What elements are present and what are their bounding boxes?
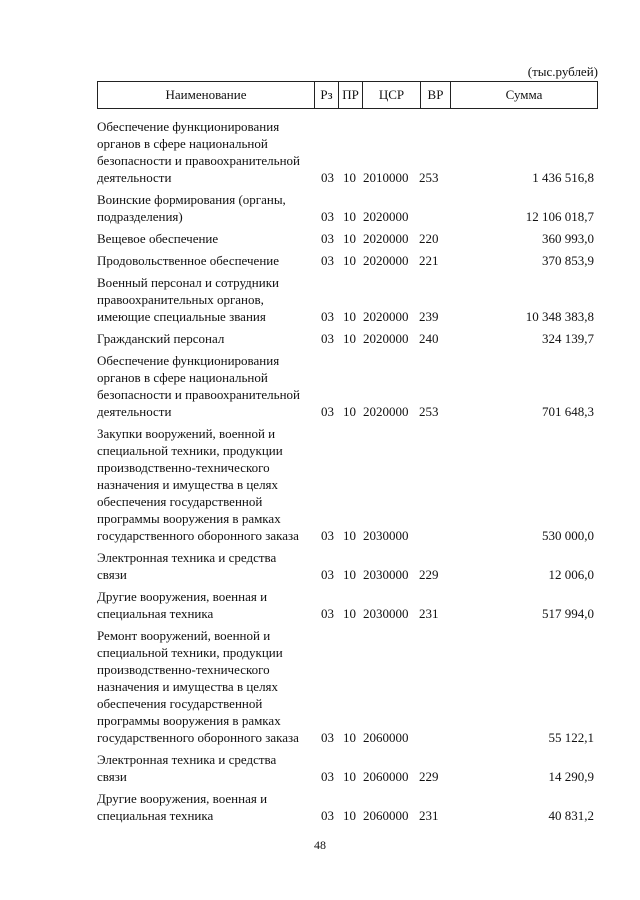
row-vr: 229 bbox=[419, 769, 439, 784]
row-sum: 360 993,0 bbox=[542, 231, 594, 246]
row-csr: 2020000 bbox=[363, 253, 409, 268]
row-rz: 03 bbox=[321, 170, 334, 185]
row-sum: 370 853,9 bbox=[542, 253, 594, 268]
row-sum: 12 006,0 bbox=[548, 567, 594, 582]
row-csr: 2060000 bbox=[363, 808, 409, 823]
row-rz: 03 bbox=[321, 404, 334, 419]
row-name: Воинские формирования (органы, подразделения) bbox=[97, 192, 286, 224]
row-pr: 10 bbox=[343, 730, 356, 745]
row-csr: 2010000 bbox=[363, 170, 409, 185]
header-vr: ВР bbox=[420, 82, 450, 108]
row-sum: 324 139,7 bbox=[542, 331, 594, 346]
row-rz: 03 bbox=[321, 528, 334, 543]
table-row bbox=[97, 191, 598, 225]
row-csr: 2020000 bbox=[363, 331, 409, 346]
row-csr: 2020000 bbox=[363, 231, 409, 246]
row-pr: 10 bbox=[343, 528, 356, 543]
row-pr: 10 bbox=[343, 769, 356, 784]
row-rz: 03 bbox=[321, 808, 334, 823]
header-rz: Рз bbox=[314, 82, 338, 108]
row-name: Вещевое обеспечение bbox=[97, 231, 219, 246]
table-row bbox=[97, 790, 598, 824]
table-row bbox=[97, 627, 598, 746]
table-row bbox=[97, 425, 598, 544]
row-sum: 1 436 516,8 bbox=[532, 170, 594, 185]
row-vr: 253 bbox=[419, 170, 439, 185]
header-sum: Сумма bbox=[450, 82, 597, 108]
row-name: Другие вооружения, военная и специальная техника bbox=[97, 791, 268, 823]
row-vr: 220 bbox=[419, 231, 439, 246]
row-pr: 10 bbox=[343, 309, 356, 324]
row-csr: 2020000 bbox=[363, 404, 409, 419]
row-vr: 240 bbox=[419, 331, 439, 346]
page-number: 48 bbox=[314, 838, 326, 852]
row-pr: 10 bbox=[343, 567, 356, 582]
row-csr: 2020000 bbox=[363, 209, 409, 224]
row-sum: 530 000,0 bbox=[542, 528, 594, 543]
row-pr: 10 bbox=[343, 170, 356, 185]
row-vr: 221 bbox=[419, 253, 439, 268]
row-csr: 2020000 bbox=[363, 309, 409, 324]
table-row bbox=[97, 118, 598, 186]
table-row bbox=[97, 274, 598, 325]
row-sum: 701 648,3 bbox=[542, 404, 594, 419]
header-name: Наименование bbox=[165, 87, 247, 102]
table-row bbox=[97, 588, 598, 622]
row-rz: 03 bbox=[321, 231, 334, 246]
row-csr: 2060000 bbox=[363, 769, 409, 784]
row-rz: 03 bbox=[321, 331, 334, 346]
table-row bbox=[97, 549, 598, 583]
row-sum: 12 106 018,7 bbox=[525, 209, 594, 224]
row-csr: 2060000 bbox=[363, 730, 409, 745]
row-pr: 10 bbox=[343, 404, 356, 419]
row-name: Военный персонал и сотрудники правоохранительных органов, имеющие специальные звания bbox=[97, 275, 279, 324]
table-row bbox=[97, 252, 598, 269]
row-pr: 10 bbox=[343, 209, 356, 224]
table-body bbox=[97, 118, 598, 829]
row-pr: 10 bbox=[343, 331, 356, 346]
row-pr: 10 bbox=[343, 253, 356, 268]
table-header bbox=[97, 81, 598, 109]
row-sum: 14 290,9 bbox=[548, 769, 594, 784]
table-row bbox=[97, 330, 598, 347]
row-csr: 2030000 bbox=[363, 606, 409, 621]
row-rz: 03 bbox=[321, 567, 334, 582]
row-name: Продовольственное обеспечение bbox=[97, 253, 279, 268]
row-name: Ремонт вооружений, военной и специальной техники, продукции производственно-технического назначения и имущества в целях обеспечения государственной программы вооружения в рамках государственного оборонного заказа bbox=[97, 628, 299, 745]
row-name: Гражданский персонал bbox=[97, 331, 225, 346]
row-sum: 10 348 383,8 bbox=[525, 309, 594, 324]
row-pr: 10 bbox=[343, 808, 356, 823]
row-rz: 03 bbox=[321, 606, 334, 621]
row-name: Электронная техника и средства связи bbox=[97, 550, 277, 582]
row-name: Закупки вооружений, военной и специальной техники, продукции производственно-технического назначения и имущества в целях обеспечения государственной программы вооружения в рамках государственного оборонного заказа bbox=[97, 426, 299, 543]
header-csr: ЦСР bbox=[362, 82, 420, 108]
row-sum: 40 831,2 bbox=[548, 808, 594, 823]
row-vr: 239 bbox=[419, 309, 439, 324]
row-rz: 03 bbox=[321, 769, 334, 784]
row-vr: 231 bbox=[419, 808, 439, 823]
row-sum: 55 122,1 bbox=[548, 730, 594, 745]
row-name: Обеспечение функционирования органов в сфере национальной безопасности и правоохранительной деятельности bbox=[97, 119, 300, 185]
row-vr: 229 bbox=[419, 567, 439, 582]
row-vr: 231 bbox=[419, 606, 439, 621]
row-pr: 10 bbox=[343, 606, 356, 621]
row-rz: 03 bbox=[321, 309, 334, 324]
units-note: (тыс.рублей) bbox=[527, 64, 598, 79]
table-row bbox=[97, 751, 598, 785]
row-pr: 10 bbox=[343, 231, 356, 246]
row-vr: 253 bbox=[419, 404, 439, 419]
row-rz: 03 bbox=[321, 253, 334, 268]
header-pr: ПР bbox=[338, 82, 362, 108]
row-sum: 517 994,0 bbox=[542, 606, 594, 621]
row-csr: 2030000 bbox=[363, 567, 409, 582]
row-name: Другие вооружения, военная и специальная техника bbox=[97, 589, 268, 621]
table-row bbox=[97, 230, 598, 247]
row-rz: 03 bbox=[321, 209, 334, 224]
row-name: Электронная техника и средства связи bbox=[97, 752, 277, 784]
row-csr: 2030000 bbox=[363, 528, 409, 543]
row-rz: 03 bbox=[321, 730, 334, 745]
table-row bbox=[97, 352, 598, 420]
row-name: Обеспечение функционирования органов в сфере национальной безопасности и правоохранительной деятельности bbox=[97, 353, 300, 419]
